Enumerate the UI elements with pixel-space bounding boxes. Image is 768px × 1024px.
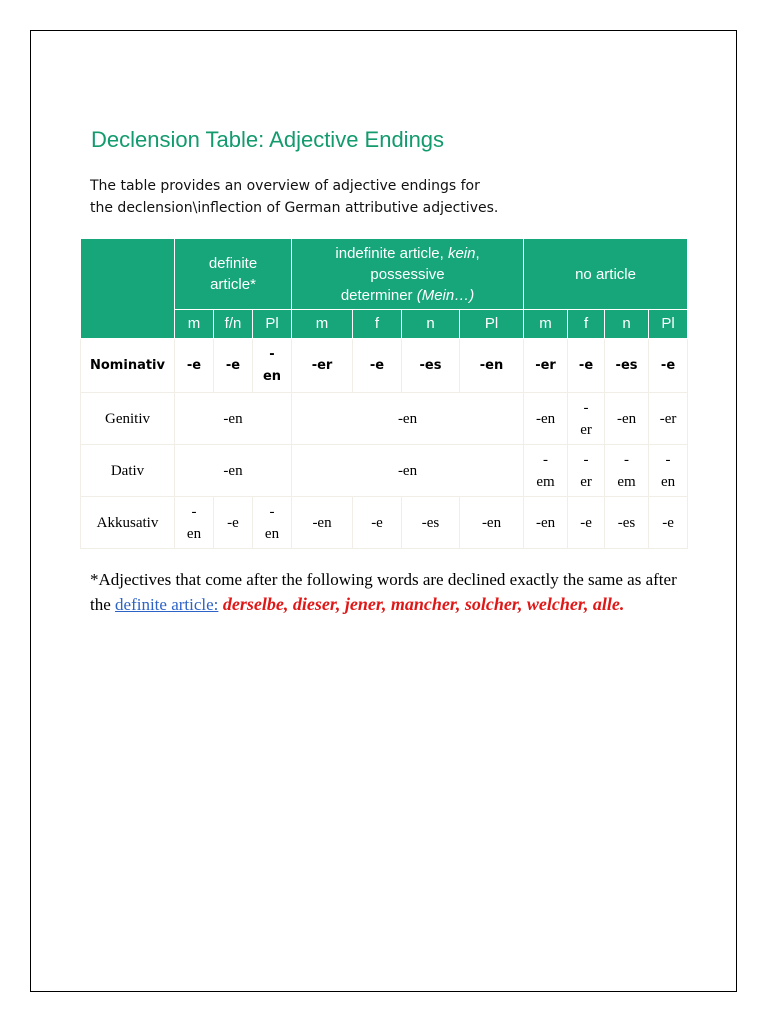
cell-akk-none-pl: -e bbox=[649, 497, 688, 549]
table-row-nominativ bbox=[81, 339, 688, 393]
header-indefinite-determiner: determiner bbox=[340, 286, 417, 304]
header-indefinite-line-2: possessive bbox=[370, 265, 445, 283]
cell-nom-def-pl-a: - bbox=[269, 346, 275, 362]
cell-nom-none-pl: -e bbox=[649, 339, 688, 393]
row-label-dativ: Dativ bbox=[81, 445, 175, 497]
header-definite-line-1: definite bbox=[208, 255, 258, 272]
cell-nom-indef-n: -es bbox=[402, 339, 460, 393]
table-corner-cell bbox=[81, 239, 175, 339]
cell-akk-indef-m: -en bbox=[292, 497, 353, 549]
cell-nom-def-pl bbox=[253, 339, 292, 393]
header-indefinite-line-1 bbox=[292, 243, 523, 264]
cell-nom-none-n: -es bbox=[605, 339, 649, 393]
subheader-indef-m: m bbox=[292, 310, 353, 339]
table-row-akkusativ bbox=[81, 497, 688, 549]
subheader-indef-pl: Pl bbox=[460, 310, 524, 339]
row-label-genitiv: Genitiv bbox=[81, 393, 175, 445]
cell-akk-def-fn: -e bbox=[214, 497, 253, 549]
cell-dat-none-n-a: - bbox=[624, 451, 630, 468]
cell-akk-none-f: -e bbox=[568, 497, 605, 549]
intro-paragraph bbox=[90, 175, 610, 219]
cell-dat-none-pl-a: - bbox=[665, 451, 671, 468]
cell-gen-none-f bbox=[568, 393, 605, 445]
header-no-article: no article bbox=[524, 239, 688, 310]
cell-dat-indefinite: -en bbox=[292, 445, 524, 497]
cell-dat-none-pl bbox=[649, 445, 688, 497]
cell-nom-def-fn: -e bbox=[214, 339, 253, 393]
cell-dat-none-f-b: er bbox=[580, 473, 592, 490]
header-definite-line-2: article* bbox=[210, 276, 256, 293]
cell-nom-indef-pl: -en bbox=[460, 339, 524, 393]
cell-nom-indef-f: -e bbox=[353, 339, 402, 393]
header-indefinite-article bbox=[292, 239, 524, 310]
subheader-def-fn: f/n bbox=[214, 310, 253, 339]
header-indefinite-mein: (Mein…) bbox=[416, 286, 475, 304]
cell-akk-def-m bbox=[175, 497, 214, 549]
cell-akk-def-pl-a: - bbox=[269, 503, 275, 520]
cell-gen-definite: -en bbox=[175, 393, 292, 445]
cell-dat-definite: -en bbox=[175, 445, 292, 497]
intro-line-1: The table provides an overview of adjective endings for bbox=[90, 178, 480, 194]
page-title: Declension Table: Adjective Endings bbox=[91, 127, 445, 152]
header-indefinite-line-3 bbox=[292, 285, 523, 306]
cell-gen-none-pl: -er bbox=[649, 393, 688, 445]
cell-nom-indef-m: -er bbox=[292, 339, 353, 393]
subheader-none-n: n bbox=[605, 310, 649, 339]
row-label-akkusativ: Akkusativ bbox=[81, 497, 175, 549]
cell-akk-indef-pl: -en bbox=[460, 497, 524, 549]
cell-akk-indef-f: -e bbox=[353, 497, 402, 549]
cell-akk-none-n: -es bbox=[605, 497, 649, 549]
header-indefinite-kein: kein bbox=[447, 244, 476, 262]
subheader-def-pl: Pl bbox=[253, 310, 292, 339]
footnote-text: *Adjectives that come after the following words are declined exactly the same as after the bbox=[90, 570, 677, 614]
cell-akk-indef-n: -es bbox=[402, 497, 460, 549]
cell-akk-none-m: -en bbox=[524, 497, 568, 549]
cell-gen-none-n: -en bbox=[605, 393, 649, 445]
table-row-dativ bbox=[81, 445, 688, 497]
row-label-nominativ: Nominativ bbox=[81, 339, 175, 393]
cell-nom-def-pl-b: en bbox=[262, 368, 282, 384]
subheader-none-m: m bbox=[524, 310, 568, 339]
cell-nom-none-m: -er bbox=[524, 339, 568, 393]
cell-gen-indefinite: -en bbox=[292, 393, 524, 445]
cell-dat-none-n-b: em bbox=[617, 473, 636, 490]
cell-gen-none-m: -en bbox=[524, 393, 568, 445]
header-indefinite-comma: , bbox=[475, 244, 480, 262]
subheader-def-m: m bbox=[175, 310, 214, 339]
subheader-indef-f: f bbox=[353, 310, 402, 339]
table-row-genitiv bbox=[81, 393, 688, 445]
cell-akk-def-pl-b: en bbox=[264, 525, 280, 542]
cell-dat-none-n bbox=[605, 445, 649, 497]
cell-dat-none-f bbox=[568, 445, 605, 497]
cell-nom-def-m: -e bbox=[175, 339, 214, 393]
declension-table bbox=[80, 238, 688, 549]
cell-dat-none-m-a: - bbox=[543, 451, 549, 468]
cell-dat-none-m bbox=[524, 445, 568, 497]
cell-dat-none-m-b: em bbox=[536, 473, 555, 490]
cell-dat-none-pl-b: en bbox=[660, 473, 676, 490]
cell-nom-none-f: -e bbox=[568, 339, 605, 393]
cell-dat-none-f-a: - bbox=[583, 451, 589, 468]
cell-akk-def-m-a: - bbox=[191, 503, 197, 520]
cell-akk-def-m-b: en bbox=[186, 525, 202, 542]
header-indefinite-prefix: indefinite article, bbox=[335, 244, 448, 262]
footnote-word-list: derselbe, dieser, jener, mancher, solcher, welcher, alle. bbox=[218, 594, 625, 614]
cell-gen-none-f-b: er bbox=[580, 421, 592, 438]
footnote bbox=[90, 568, 690, 617]
subheader-none-pl: Pl bbox=[649, 310, 688, 339]
header-definite-article bbox=[175, 239, 292, 310]
subheader-none-f: f bbox=[568, 310, 605, 339]
subheader-indef-n: n bbox=[402, 310, 460, 339]
cell-gen-none-f-a: - bbox=[583, 399, 589, 416]
definite-article-link[interactable]: definite article: bbox=[115, 595, 219, 614]
cell-akk-def-pl bbox=[253, 497, 292, 549]
intro-line-2: the declension\inflection of German attributive adjectives. bbox=[90, 200, 499, 216]
